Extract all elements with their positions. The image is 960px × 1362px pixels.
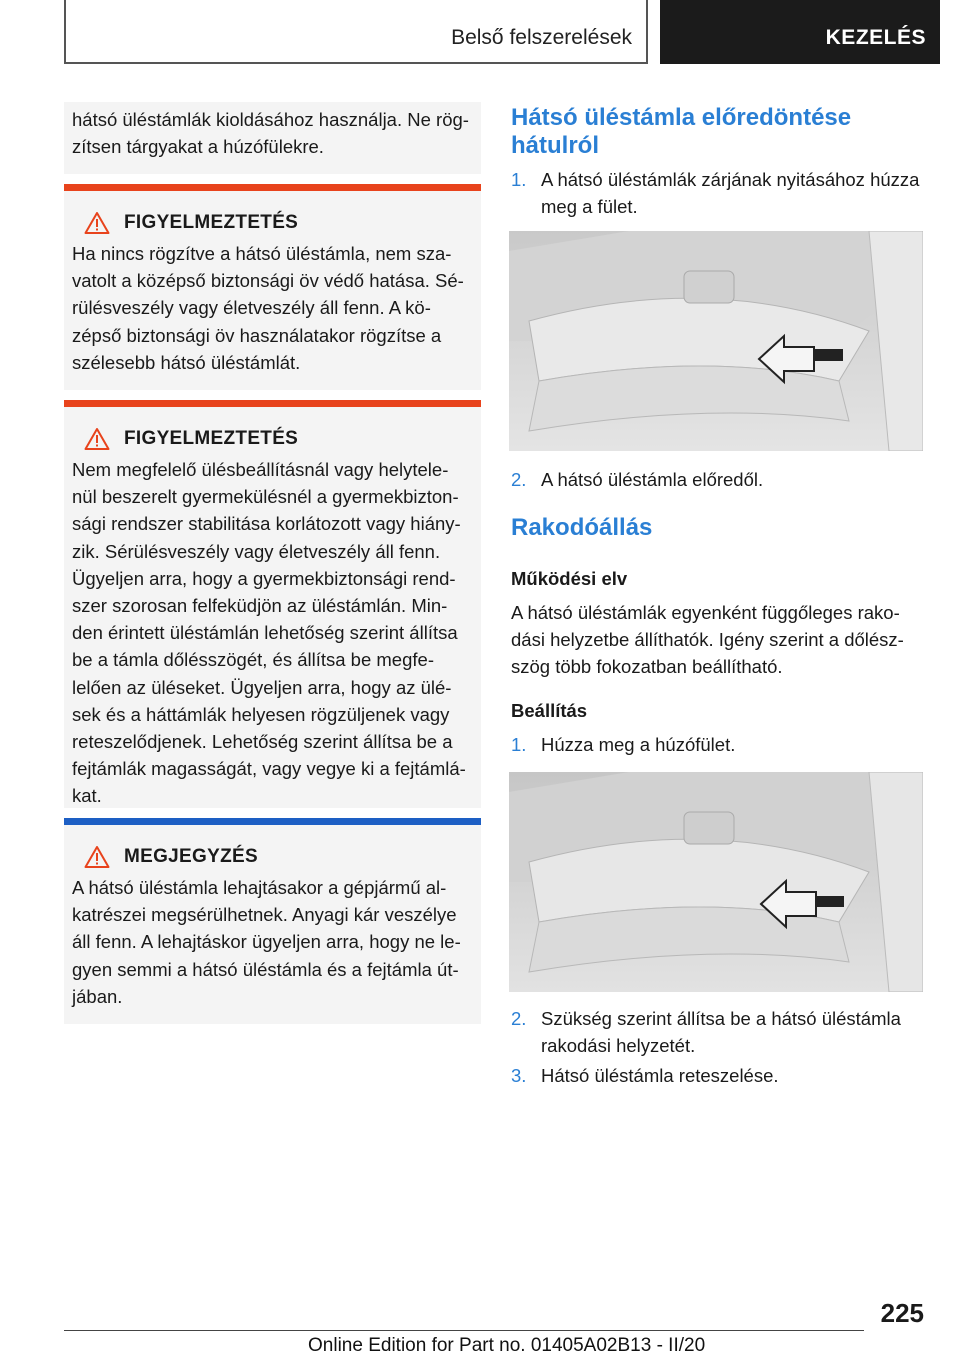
step-item xyxy=(511,466,925,493)
section-forward-fold xyxy=(511,104,925,160)
principle-text: A hátsó üléstámlák egyenként függőleges rako-dási helyzetbe állíthatók. Igény szerint a dőlész-szög több fokozatban beállítható. xyxy=(511,602,904,678)
step-item xyxy=(511,1005,925,1059)
settings-block xyxy=(511,700,925,722)
seat-release-photo-1 xyxy=(509,231,923,451)
warning-box-2 xyxy=(64,400,481,808)
header-chapter-box xyxy=(660,0,940,64)
note-text: A hátsó üléstámla lehajtásakor a gépjármű al-katrészei megsérülhetnek. Anyagi kár veszélye áll fenn. A lehajtáskor ügyeljen arra, hogy ne le-gyen semmi a hátsó üléstámla és a fejtámla út-jában. xyxy=(72,877,461,1007)
step-number: 2. xyxy=(511,1008,527,1029)
warning-text-2: Nem megfelelő ülésbeállításnál vagy helytele-nül beszerelt gyermekülésnél a gyermekbizton-sági rendszer stabilitása korlátozott vagy hiány-zik. Sérülésveszély vagy életveszély áll fenn. Ügyeljen arra, hogy a gyermekbiztonsági rend-szer szorosan felfeküdjön az üléstámlán. Min-den érintett üléstámlán lehetőség szerint állítsa be a támla dőlésszögét, és állítsa be megfe-lelően az üléseket. Ügyeljen arra, hogy az ülé-sek és a háttámlák helyesen rögzüljenek vagy reteszelődjenek. Lehetőség szerint állítsa be a fejtámlák magasságát, vagy vegye ki a fejtámlá-kat. xyxy=(72,459,466,807)
principle-title: Működési elv xyxy=(511,568,628,589)
seat-release-photo-2 xyxy=(509,772,923,992)
warning-triangle-icon xyxy=(84,427,110,451)
note-title: MEGJEGYZÉS xyxy=(124,846,258,867)
warning-title-2: FIGYELMEZTETÉS xyxy=(124,428,299,449)
principle-block xyxy=(511,568,925,590)
step-item xyxy=(511,166,925,220)
footer-divider xyxy=(64,1330,864,1331)
settings-title: Beállítás xyxy=(511,700,588,721)
step-item xyxy=(511,1062,925,1089)
section-title-loading-position: Rakodóállás xyxy=(511,514,653,541)
step-text: A hátsó üléstámla előredől. xyxy=(541,469,764,490)
step-number: 1. xyxy=(511,734,527,755)
warning-text-1: Ha nincs rögzítve a hátsó üléstámla, nem sza-vatolt a középső biztonsági öv védő hatása. Sé-rülésveszély vagy életveszély áll fenn. A kö-zépső biztonsági öv használatakor rögzítse a szélesebb hátsó üléstámlát. xyxy=(72,243,464,373)
page-number: 225 xyxy=(880,1298,924,1328)
header-chapter-title: KEZELÉS xyxy=(825,26,926,49)
step-number: 3. xyxy=(511,1065,527,1086)
warning-box-1 xyxy=(64,184,481,390)
header-section-title: Belső felszerelések xyxy=(451,26,632,49)
rear-seat-illustration xyxy=(509,231,923,451)
note-triangle-icon xyxy=(84,845,110,869)
footer-edition: Online Edition for Part no. 01405A02B13 - II/20 xyxy=(308,1335,706,1356)
step-item xyxy=(511,731,925,758)
step-number: 1. xyxy=(511,169,527,190)
section-loading-position xyxy=(511,514,925,542)
section-title-forward-fold: Hátsó üléstámla előredöntése hátulról xyxy=(511,104,852,159)
step-text: Hátsó üléstámla reteszelése. xyxy=(541,1065,779,1086)
principle-text-block xyxy=(511,599,925,681)
step-text: Szükség szerint állítsa be a hátsó üléstámla rakodási helyzetét. xyxy=(541,1008,901,1056)
intro-text: hátsó üléstámlák kioldásához használja. Ne rög-zítsen tárgyakat a húzófülekre. xyxy=(72,109,469,157)
header-section-box xyxy=(64,0,648,64)
warning-triangle-icon xyxy=(84,211,110,235)
step-number: 2. xyxy=(511,469,527,490)
step-text: A hátsó üléstámlák zárjának nyitásához húzza meg a fület. xyxy=(541,169,920,217)
intro-box xyxy=(64,102,481,174)
rear-seat-illustration xyxy=(509,772,923,992)
step-text: Húzza meg a húzófület. xyxy=(541,734,736,755)
note-box xyxy=(64,818,481,1024)
warning-title-1: FIGYELMEZTETÉS xyxy=(124,212,299,233)
